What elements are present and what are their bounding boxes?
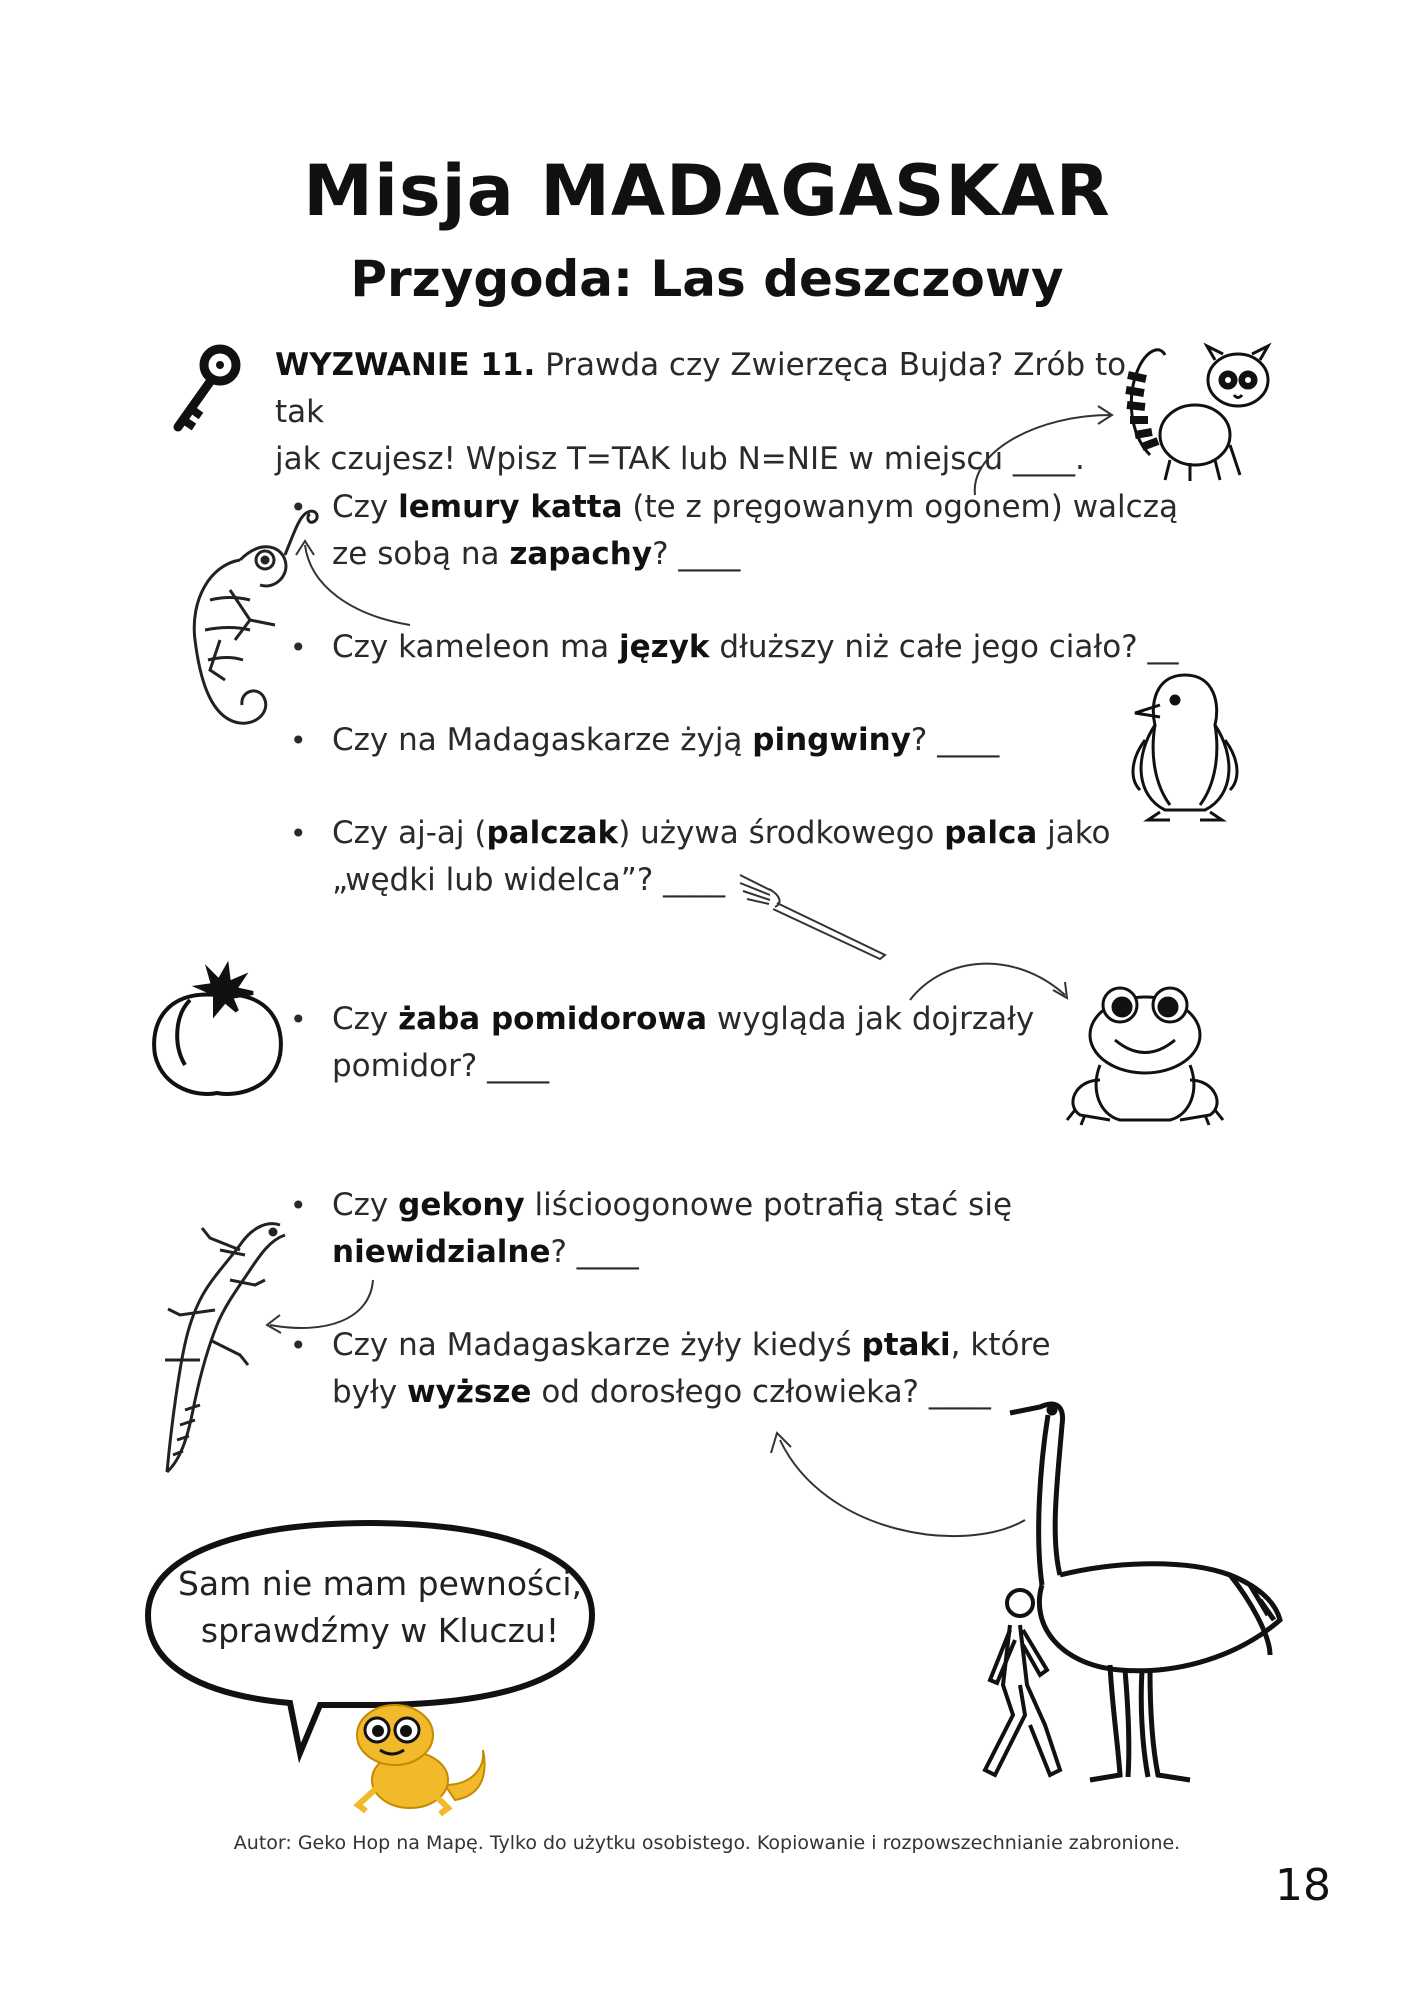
bullet-point: •	[290, 1003, 307, 1036]
question-fragment: Czy	[332, 1001, 399, 1037]
bullet-point: •	[290, 1329, 307, 1362]
bullet-point: •	[290, 724, 307, 757]
speech-bubble-line2: sprawdźmy w Kluczu!	[200, 1611, 560, 1650]
gecko-illustration	[145, 1210, 305, 1480]
question-item	[290, 996, 1190, 1090]
question-fragment: liścioogonowe potrafią stać się	[524, 1187, 1013, 1223]
question-line	[332, 810, 1190, 857]
question-item	[290, 624, 1190, 671]
question-fragment: Czy na Madagaskarze żyły kiedyś	[332, 1327, 862, 1363]
arrow-decoration	[290, 535, 420, 630]
arrow-decoration	[960, 400, 1130, 500]
question-fragment: (te z pręgowanym ogonem) walczą	[622, 489, 1178, 525]
question-item	[290, 717, 1190, 764]
question-line	[332, 1182, 1190, 1229]
question-line	[332, 1322, 1190, 1369]
question-fragment: Czy kameleon ma	[332, 629, 619, 665]
question-keyword: wyższe	[407, 1374, 532, 1410]
question-fragment: pomidor? ____	[332, 1048, 550, 1084]
challenge-text-line1: Prawda czy Zwierzęca Bujda? Zrób to tak	[275, 347, 1127, 430]
question-fragment: jako	[1037, 815, 1111, 851]
penguin-illustration	[1115, 665, 1255, 825]
page-number: 18	[1275, 1860, 1331, 1911]
bullet-point: •	[290, 1189, 307, 1222]
question-keyword: palca	[944, 815, 1038, 851]
question-keyword: zapachy	[509, 536, 653, 572]
question-line	[332, 531, 1190, 578]
question-keyword: język	[619, 629, 710, 665]
bullet-point: •	[290, 491, 307, 524]
page-subtitle: Przygoda: Las deszczowy	[350, 250, 1064, 308]
tomato-illustration	[145, 965, 290, 1100]
arrow-decoration	[255, 1275, 385, 1340]
question-fragment: ? ____	[910, 722, 1000, 758]
question-fragment: ? ____	[550, 1234, 639, 1270]
question-fragment: Czy	[332, 1187, 399, 1223]
question-text	[332, 624, 1190, 671]
challenge-text-line2: jak czujesz! Wpisz T=TAK lub N=NIE w miejscu ____.	[275, 441, 1085, 477]
question-keyword: ptaki	[861, 1327, 951, 1363]
page-title: Misja MADAGASKAR	[303, 150, 1111, 232]
question-keyword: niewidzialne	[332, 1234, 551, 1270]
question-fragment: od dorosłego człowieka? ____	[531, 1374, 991, 1410]
question-keyword: gekony	[398, 1187, 525, 1223]
copyright-footer: Autor: Geko Hop na Mapę. Tylko do użytku osobistego. Kopiowanie i rozpowszechnianie zabronione.	[233, 1832, 1181, 1854]
lemur-illustration	[1120, 335, 1280, 485]
question-fragment: ? ____	[652, 536, 741, 572]
arrow-decoration	[765, 1425, 1035, 1545]
question-keyword: pingwiny	[752, 722, 911, 758]
arrow-decoration	[905, 950, 1080, 1010]
question-fragment: Czy aj-aj (	[332, 815, 487, 851]
question-text	[332, 717, 1190, 764]
frog-illustration	[1060, 980, 1230, 1130]
fork-illustration	[735, 865, 895, 960]
question-fragment: wygląda jak dojrzały	[707, 1001, 1035, 1037]
speech-bubble-text	[170, 1560, 590, 1654]
question-fragment: były	[332, 1374, 408, 1410]
question-keyword: lemury katta	[398, 489, 623, 525]
question-line	[332, 717, 1190, 764]
question-fragment: Czy	[332, 489, 399, 525]
bullet-point: •	[290, 631, 307, 664]
question-line	[332, 624, 1190, 671]
question-fragment: dłuższy niż całe jego ciało? __	[709, 629, 1179, 665]
question-fragment: ) używa środkowego	[618, 815, 945, 851]
question-fragment: „wędki lub widelca”? ____	[332, 862, 726, 898]
walking-person-icon	[965, 1585, 1075, 1785]
question-line	[332, 1229, 1190, 1276]
question-keyword: palczak	[486, 815, 619, 851]
question-fragment: Czy na Madagaskarze żyją	[332, 722, 753, 758]
yellow-gecko-mascot	[335, 1700, 500, 1820]
question-text	[332, 1182, 1190, 1276]
question-fragment: ze sobą na	[332, 536, 510, 572]
bullet-point: •	[290, 817, 307, 850]
key-icon	[168, 345, 248, 435]
question-item	[290, 1182, 1190, 1276]
speech-bubble-line1: Sam nie mam pewności,	[177, 1564, 583, 1603]
question-keyword: żaba pomidorowa	[398, 1001, 708, 1037]
challenge-label: WYZWANIE 11.	[275, 347, 536, 383]
question-fragment: , które	[950, 1327, 1051, 1363]
